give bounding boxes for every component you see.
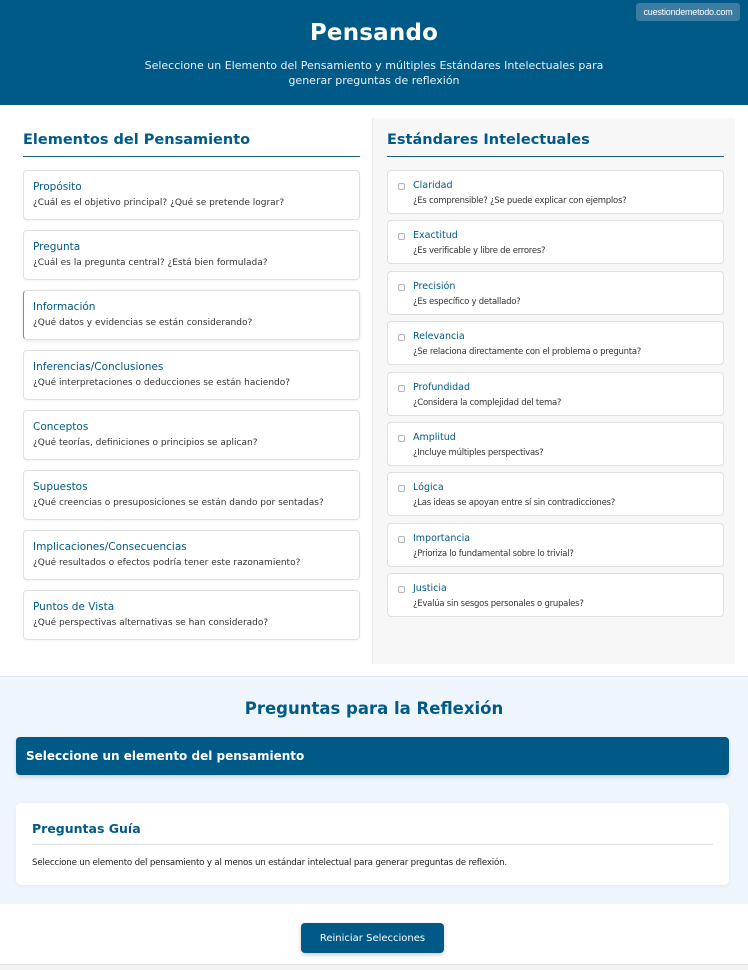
standard-desc: ¿Es verificable y libre de errores? (413, 246, 546, 257)
element-desc: ¿Qué teorías, definiciones o principios se aplican? (33, 438, 258, 448)
guide-questions-card (16, 803, 729, 885)
standard-name: Justicia (413, 583, 447, 595)
standard-card-claridad[interactable] (387, 170, 724, 214)
element-desc: ¿Cuál es la pregunta central? ¿Está bien formulada? (33, 258, 268, 268)
standard-card-importancia[interactable] (387, 523, 724, 567)
standard-name: Importancia (413, 532, 471, 544)
standard-name: Profundidad (413, 381, 471, 393)
standards-list (387, 170, 724, 617)
standard-card-logica[interactable] (387, 472, 724, 516)
element-name: Conceptos (33, 421, 89, 433)
standard-desc: ¿Evalúa sin sesgos personales o grupales? (413, 599, 584, 610)
standards-panel (372, 118, 735, 664)
standard-card-profundidad[interactable] (387, 372, 724, 416)
elements-list (23, 170, 360, 640)
element-desc: ¿Qué creencias o presuposiciones se están dando por sentadas? (33, 498, 324, 508)
element-name: Información (33, 301, 96, 313)
elements-column (23, 118, 360, 650)
selected-element-bar: Seleccione un elemento del pensamiento (16, 737, 729, 775)
checkbox-icon[interactable] (398, 183, 405, 190)
standard-desc: ¿Es comprensible? ¿Se puede explicar con ejemplos? (413, 196, 627, 206)
standards-column (387, 118, 724, 624)
standard-desc: ¿Se relaciona directamente con el problema o pregunta? (413, 347, 642, 358)
app-header (0, 0, 748, 105)
element-name: Supuestos (33, 481, 88, 493)
guide-text: Seleccione un elemento del pensamiento y al menos un estándar intelectual para generar preguntas de reflexión. (32, 858, 507, 868)
standard-card-justicia[interactable] (387, 573, 724, 617)
reflection-section (0, 676, 748, 904)
checkbox-icon[interactable] (398, 334, 405, 341)
standard-card-exactitud[interactable] (387, 220, 724, 264)
checkbox-icon[interactable] (398, 586, 405, 593)
standard-name: Lógica (413, 482, 444, 494)
element-card-implicaciones[interactable] (23, 530, 360, 580)
element-desc: ¿Qué resultados o efectos podría tener este razonamiento? (33, 558, 301, 568)
element-name: Implicaciones/Consecuencias (33, 541, 187, 553)
element-card-conceptos[interactable] (23, 410, 360, 460)
checkbox-icon[interactable] (398, 485, 405, 492)
standard-card-precision[interactable] (387, 271, 724, 315)
reset-selections-button[interactable]: Reiniciar Selecciones (301, 923, 444, 953)
standards-title: Estándares Intelectuales (387, 118, 724, 157)
standard-desc: ¿Incluye múltiples perspectivas? (413, 447, 544, 458)
element-card-puntos-de-vista[interactable] (23, 590, 360, 640)
standard-desc: ¿Considera la complejidad del tema? (413, 397, 562, 408)
element-card-proposito[interactable] (23, 170, 360, 220)
page-title: Pensando (309, 20, 439, 46)
checkbox-icon[interactable] (398, 536, 405, 543)
site-badge[interactable]: cuestiondemetodo.com (636, 3, 740, 21)
element-card-inferencias[interactable] (23, 350, 360, 400)
reflection-title: Preguntas para la Reflexión (244, 699, 504, 718)
guide-title: Preguntas Guía (32, 821, 713, 845)
checkbox-icon[interactable] (398, 435, 405, 442)
element-name: Propósito (33, 181, 82, 193)
standard-desc: ¿Es específico y detallado? (413, 296, 521, 307)
standard-name: Relevancia (413, 331, 465, 343)
standard-desc: ¿Las ideas se apoyan entre sí sin contradicciones? (413, 498, 615, 509)
element-desc: ¿Qué interpretaciones o deducciones se están haciendo? (33, 378, 291, 388)
standard-name: Exactitud (413, 230, 458, 242)
page-subtitle: Seleccione un Elemento del Pensamiento y múltiples Estándares Intelectuales para generar preguntas de reflexión (144, 59, 604, 87)
element-name: Pregunta (33, 241, 81, 253)
standard-name: Claridad (413, 180, 453, 191)
checkbox-icon[interactable] (398, 284, 405, 291)
element-card-informacion[interactable] (23, 290, 360, 340)
element-name: Inferencias/Conclusiones (33, 361, 164, 373)
elements-title: Elementos del Pensamiento (23, 118, 360, 157)
element-desc: ¿Qué perspectivas alternativas se han considerado? (33, 618, 269, 628)
standard-name: Amplitud (413, 431, 456, 443)
element-card-pregunta[interactable] (23, 230, 360, 280)
element-desc: ¿Cuál es el objetivo principal? ¿Qué se pretende lograr? (33, 198, 285, 208)
element-card-supuestos[interactable] (23, 470, 360, 520)
standard-card-relevancia[interactable] (387, 321, 724, 365)
checkbox-icon[interactable] (398, 385, 405, 392)
element-desc: ¿Qué datos y evidencias se están considerando? (33, 318, 253, 328)
standard-card-amplitud[interactable] (387, 422, 724, 466)
element-name: Puntos de Vista (33, 601, 115, 613)
standard-name: Precisión (413, 280, 456, 292)
footer-divider (0, 964, 748, 970)
checkbox-icon[interactable] (398, 233, 405, 240)
standard-desc: ¿Prioriza lo fundamental sobre lo trivial? (413, 548, 574, 559)
